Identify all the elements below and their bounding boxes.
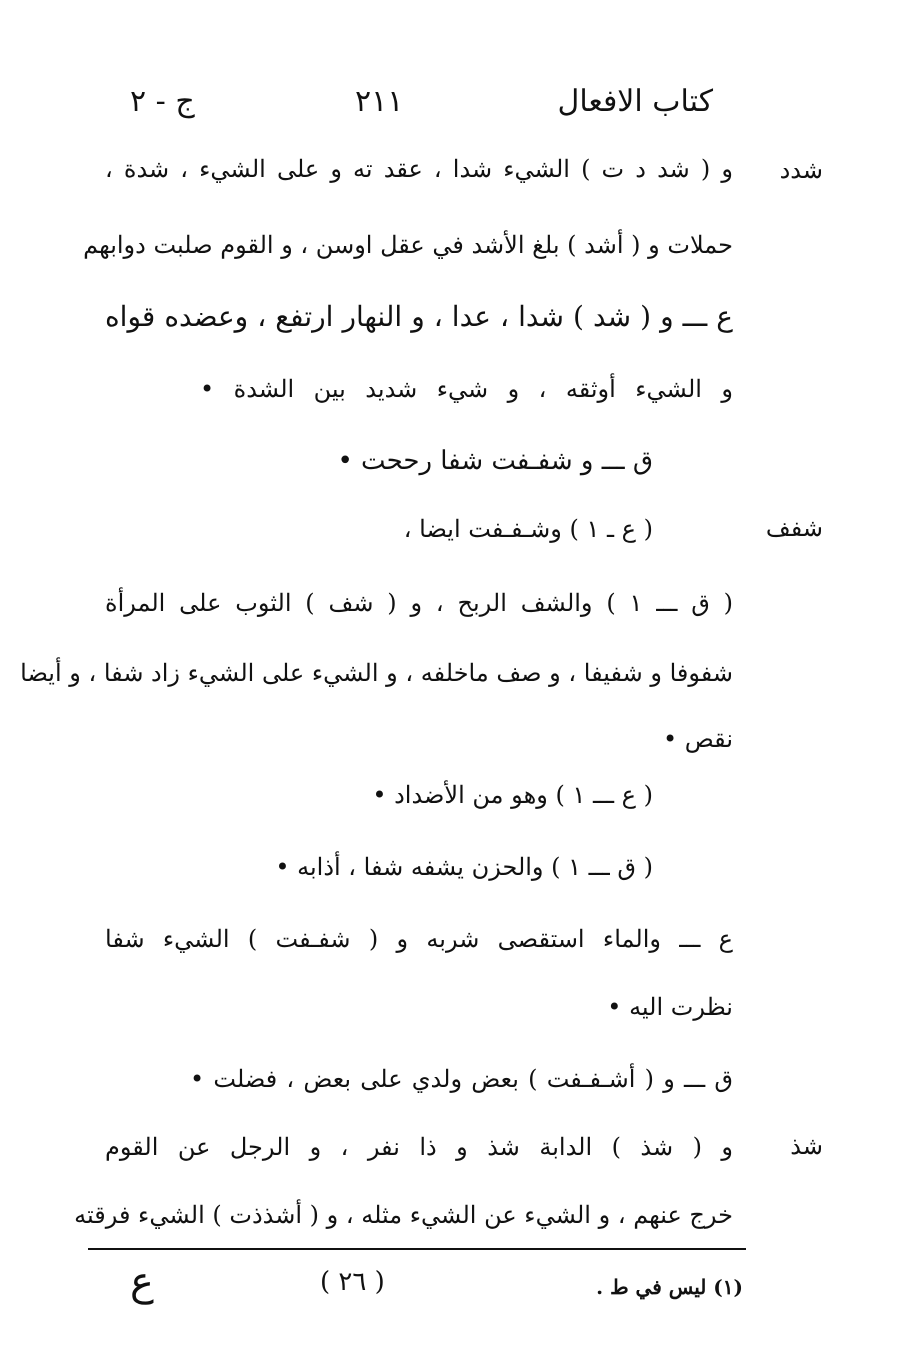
- text-line: ع ـــ والماء استقصى شربه و ( شفـفت ) الشيء شفا: [105, 925, 733, 953]
- text-line: و ( شد د ت ) الشيء شدا ، عقد ته و على الشيء ، شدة ،: [105, 155, 733, 183]
- signature-mark: ع: [130, 1259, 154, 1305]
- text-line: و ( شذ ) الدابة شذ و ذا نفر ، و الرجل عن القوم: [105, 1133, 733, 1161]
- text-line: شفوفا و شفيفا ، و صف ماخلفه ، و الشيء على الشيء زاد شفا ، و أيضا: [20, 659, 733, 687]
- margin-root-shadh: شذ: [790, 1132, 823, 1160]
- footnote-divider: [88, 1248, 746, 1250]
- text-line: ( ع ـــ ١ ) وهو من الأضداد •: [372, 781, 653, 809]
- text-line: ق ـــ و ( أشـفـفت ) بعض ولدي على بعض ، فضلت •: [190, 1065, 733, 1093]
- margin-root-shaff: شفف: [765, 514, 823, 542]
- text-line: و الشيء أوثقه ، و شيء شديد بين الشدة •: [200, 375, 733, 403]
- footer-page-number: ( ٢٦ ): [320, 1267, 385, 1297]
- header-title: كتاب الافعال: [557, 84, 713, 119]
- header-volume: ج - ٢: [130, 84, 195, 119]
- text-line: ع ـــ و ( شد ) شدا ، عدا ، و النهار ارتفع ، وعضده قواه: [105, 300, 733, 333]
- text-line: حملات و ( أشد ) بلغ الأشد في عقل اوسن ، و القوم صلبت دوابهم: [83, 231, 733, 259]
- text-line: نقص •: [662, 725, 733, 753]
- text-line: ( ق ـــ ١ ) والحزن يشفه شفا ، أذابه •: [275, 853, 653, 881]
- text-line: ق ـــ و شفـفت شفا رححت •: [337, 446, 653, 476]
- margin-root-shadd: شدد: [779, 156, 823, 184]
- text-line: ( ق ـــ ١ ) والشف الربح ، و ( شف ) الثوب على المرأة: [105, 589, 734, 617]
- text-line: ( ع ـ ١ ) وشـفـفت ايضا ،: [403, 515, 653, 543]
- footnote: (١) ليس في ط .: [596, 1275, 743, 1299]
- text-line: نظرت اليه •: [607, 993, 733, 1021]
- header-page-number: ٢١١: [355, 84, 404, 119]
- text-line: خرج عنهم ، و الشيء عن الشيء مثله ، و ( أشذذت ) الشيء فرقته: [74, 1201, 733, 1229]
